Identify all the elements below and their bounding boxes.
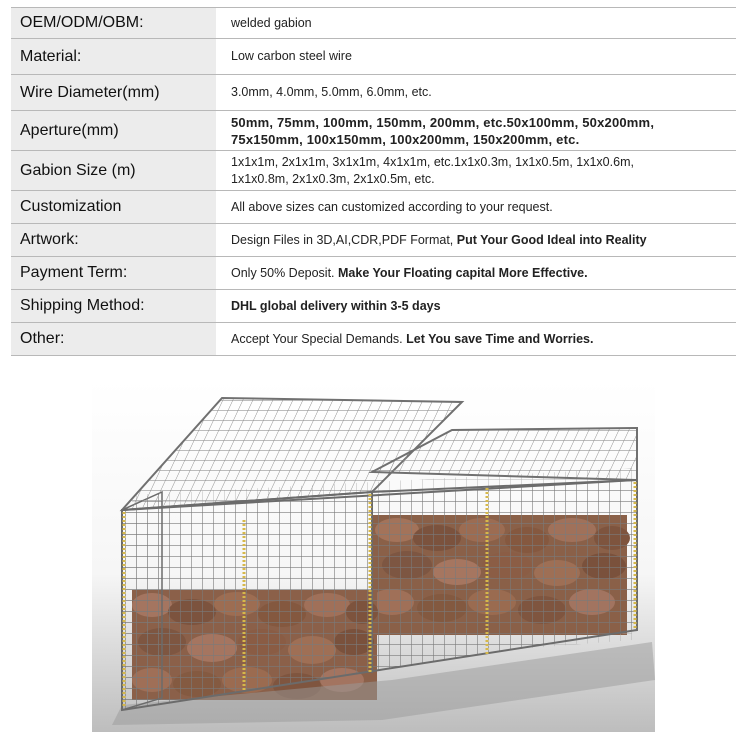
spec-value-text: Accept Your Special Demands. (231, 331, 407, 346)
spec-row-shipping-method (11, 290, 736, 323)
spec-value (216, 224, 736, 257)
spec-value-line-2: 75x150mm, 100x150mm, 100x200mm, 150x200mm, etc. (231, 131, 580, 147)
spec-label: Shipping Method: (11, 290, 216, 323)
end-panel-left (122, 492, 162, 710)
spec-row-gabion-size (11, 151, 736, 191)
spec-row-material (11, 39, 736, 75)
spec-label: OEM/ODM/OBM: (11, 8, 216, 39)
spec-row-oem (11, 8, 736, 39)
spec-value-emphasis: Let You save Time and Worries. (406, 331, 594, 346)
spec-value-emphasis: Make Your Floating capital More Effective. (338, 265, 588, 280)
spec-value: welded gabion (216, 8, 736, 39)
spec-value-text: Design Files in 3D,AI,CDR,PDF Format, (231, 232, 457, 247)
spec-label: Customization (11, 191, 216, 224)
spec-value (216, 151, 736, 191)
spec-value (216, 323, 736, 356)
spec-value (216, 257, 736, 290)
gabion-product-image (92, 380, 655, 732)
spec-label: Aperture(mm) (11, 111, 216, 151)
spec-label: Artwork: (11, 224, 216, 257)
spec-row-customization (11, 191, 736, 224)
spec-table (11, 7, 736, 356)
spec-value: 3.0mm, 4.0mm, 5.0mm, 6.0mm, etc. (216, 75, 736, 111)
spec-value-line-1: 1x1x1m, 2x1x1m, 3x1x1m, 4x1x1m, etc.1x1x0.3m, 1x1x0.5m, 1x1x0.6m, (231, 154, 634, 169)
spec-value (216, 290, 736, 323)
spec-value-line-2: 1x1x0.8m, 2x1x0.3m, 2x1x0.5m, etc. (231, 171, 435, 186)
spec-label: Payment Term: (11, 257, 216, 290)
spec-label: Wire Diameter(mm) (11, 75, 216, 111)
spec-value-emphasis: Put Your Good Ideal into Reality (456, 232, 647, 247)
spec-label: Material: (11, 39, 216, 75)
spec-label: Gabion Size (m) (11, 151, 216, 191)
spec-row-artwork (11, 224, 736, 257)
spec-row-wire-diameter (11, 75, 736, 111)
spec-row-aperture (11, 111, 736, 151)
spec-value: All above sizes can customized according to your request. (216, 191, 736, 224)
spec-label: Other: (11, 323, 216, 356)
spec-value-line-1: 50mm, 75mm, 100mm, 150mm, 200mm, etc.50x100mm, 50x200mm, (231, 114, 655, 130)
spec-row-payment-term (11, 257, 736, 290)
spec-row-other (11, 323, 736, 356)
spec-value-emphasis: DHL global delivery within 3-5 days (231, 298, 441, 313)
spec-value: Low carbon steel wire (216, 39, 736, 75)
spec-value-text: Only 50% Deposit. (231, 265, 338, 280)
spec-value (216, 111, 736, 151)
